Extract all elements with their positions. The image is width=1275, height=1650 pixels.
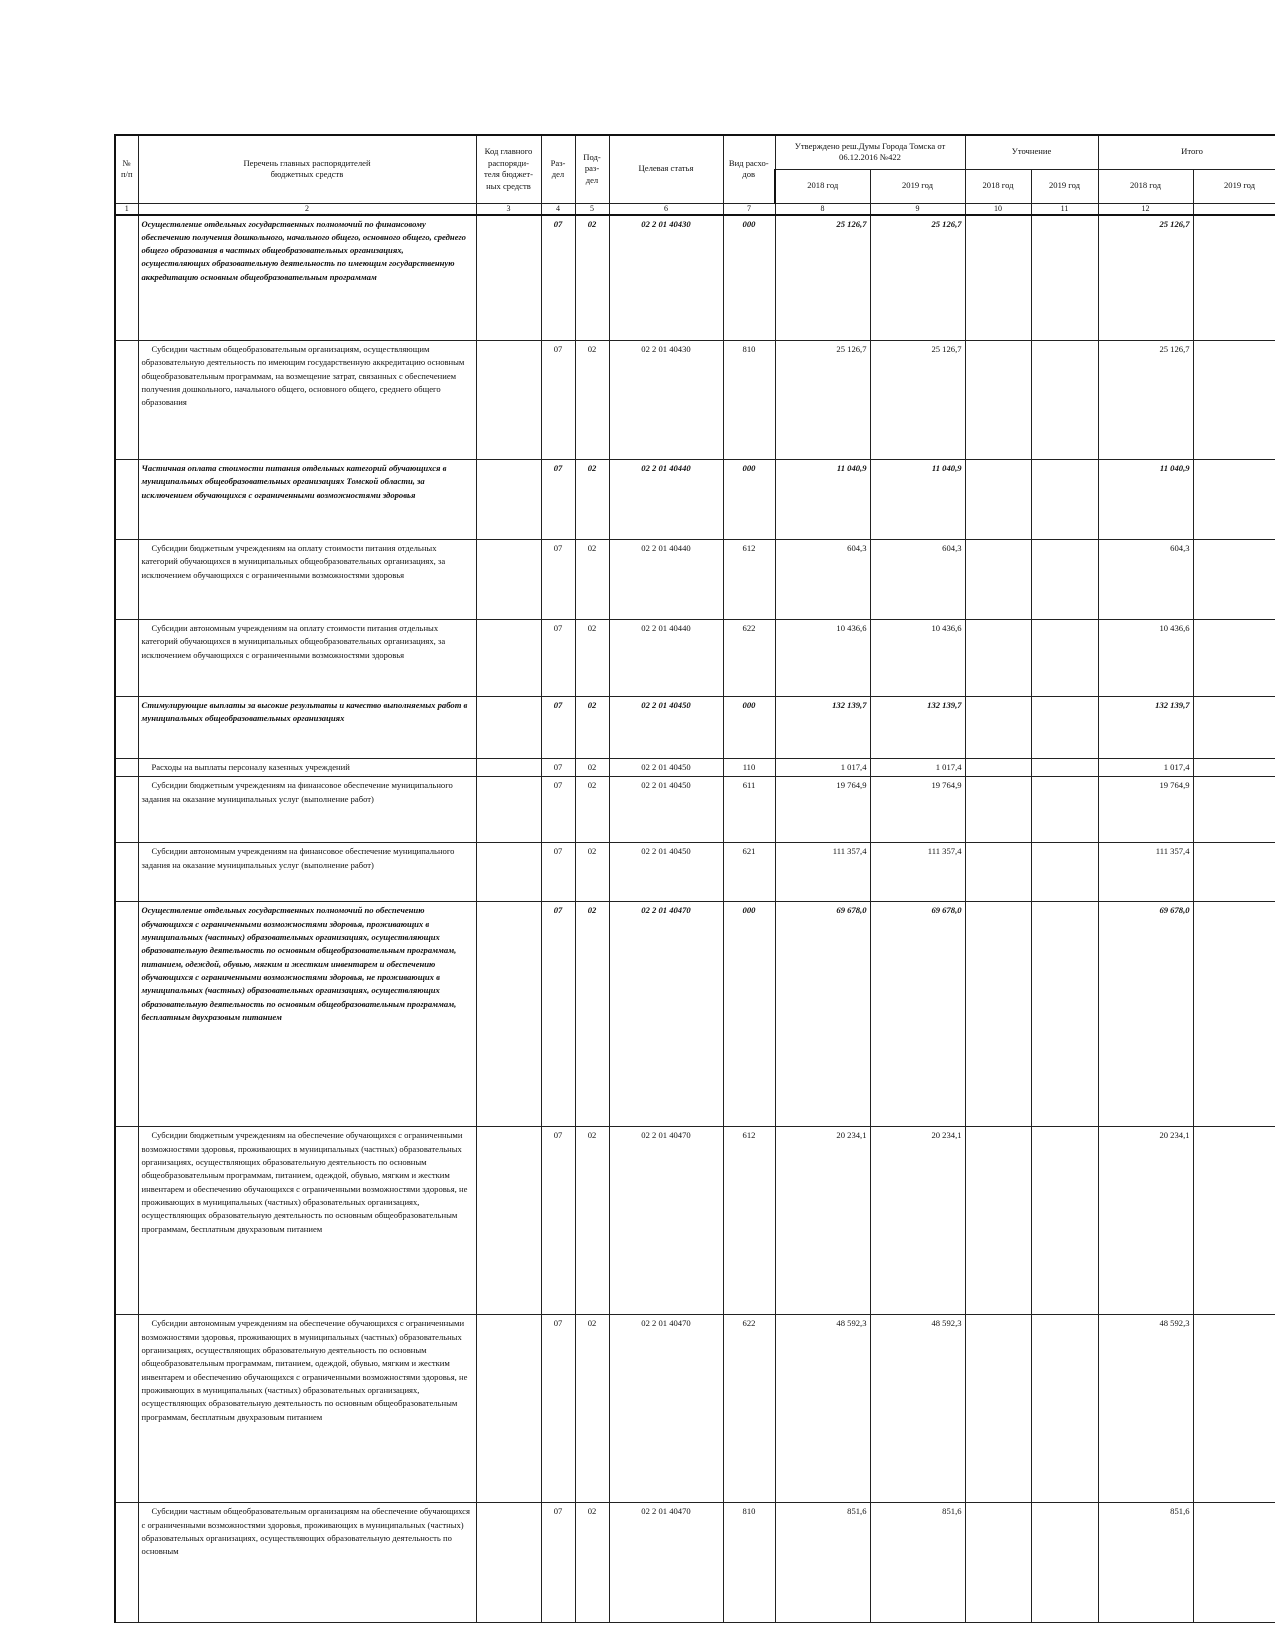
row-approved-2018: 604,3: [775, 540, 870, 620]
row-podrazdel: 02: [575, 759, 609, 777]
row-utochnenie-2018: [965, 902, 1031, 1127]
row-utochnenie-2019: [1031, 215, 1098, 341]
col-number: 12: [1098, 203, 1193, 215]
header-itogo: Итого: [1098, 135, 1275, 169]
row-razdel: 07: [541, 843, 575, 902]
row-code-main: [476, 1503, 541, 1623]
row-vid: 622: [723, 1315, 775, 1503]
row-itogo-2018: 1 017,4: [1098, 759, 1193, 777]
row-razdel: 07: [541, 1127, 575, 1315]
row-itogo-2019: [1193, 902, 1275, 1127]
header-razdel: Раз- дел: [541, 135, 575, 203]
row-itogo-2018: 48 592,3: [1098, 1315, 1193, 1503]
row-description: Субсидии бюджетным учреждениям на финансовое обеспечение муниципального задания на оказание муниципальных услуг (выполнение работ): [138, 777, 476, 843]
row-itogo-2018: 111 357,4: [1098, 843, 1193, 902]
row-itogo-2019: [1193, 759, 1275, 777]
table-row-group: [115, 902, 1275, 1127]
col-number: 9: [870, 203, 965, 215]
row-code-main: [476, 843, 541, 902]
row-num: [115, 620, 138, 697]
row-utochnenie-2018: [965, 540, 1031, 620]
row-utochnenie-2019: [1031, 460, 1098, 540]
row-itogo-2018: 69 678,0: [1098, 902, 1193, 1127]
col-number: 7: [723, 203, 775, 215]
header-approved: Утверждено реш.Думы Города Томска от 06.12.2016 №422: [775, 135, 965, 169]
row-utochnenie-2018: [965, 620, 1031, 697]
header-target: Целевая статья: [609, 135, 723, 203]
row-utochnenie-2019: [1031, 1315, 1098, 1503]
row-description: Расходы на выплаты персоналу казенных учреждений: [138, 759, 476, 777]
row-approved-2018: 69 678,0: [775, 902, 870, 1127]
row-num: [115, 777, 138, 843]
row-podrazdel: 02: [575, 460, 609, 540]
row-code-main: [476, 540, 541, 620]
row-utochnenie-2018: [965, 1315, 1031, 1503]
row-vid: 611: [723, 777, 775, 843]
row-utochnenie-2018: [965, 759, 1031, 777]
row-approved-2019: 19 764,9: [870, 777, 965, 843]
row-utochnenie-2018: [965, 843, 1031, 902]
row-itogo-2018: 11 040,9: [1098, 460, 1193, 540]
row-approved-2019: 604,3: [870, 540, 965, 620]
row-podrazdel: 02: [575, 1315, 609, 1503]
row-podrazdel: 02: [575, 697, 609, 759]
row-razdel: 07: [541, 902, 575, 1127]
row-vid: 000: [723, 697, 775, 759]
row-num: [115, 1127, 138, 1315]
row-podrazdel: 02: [575, 341, 609, 460]
row-description: Частичная оплата стоимости питания отдельных категорий обучающихся в муниципальных общеобразовательных организациях Томской области, за исключением обучающихся с ограниченными возможностями здоровья: [138, 460, 476, 540]
table-row: [115, 759, 1275, 777]
row-utochnenie-2018: [965, 777, 1031, 843]
row-itogo-2019: [1193, 341, 1275, 460]
table-row-group: [115, 697, 1275, 759]
row-itogo-2019: [1193, 620, 1275, 697]
header-approved-2019: 2019 год: [870, 169, 965, 203]
row-description: Субсидии автономным учреждениям на оплату стоимости питания отдельных категорий обучающихся в муниципальных общеобразовательных организациях, за исключением обучающихся с ограниченными возможностями здоровья: [138, 620, 476, 697]
col-number: 3: [476, 203, 541, 215]
table-row: [115, 341, 1275, 460]
row-code-main: [476, 460, 541, 540]
row-num: [115, 341, 138, 460]
table-row-group: [115, 460, 1275, 540]
row-razdel: 07: [541, 777, 575, 843]
row-vid: 622: [723, 620, 775, 697]
row-approved-2018: 48 592,3: [775, 1315, 870, 1503]
row-num: [115, 215, 138, 341]
row-podrazdel: 02: [575, 843, 609, 902]
row-code-main: [476, 215, 541, 341]
row-itogo-2018: 20 234,1: [1098, 1127, 1193, 1315]
row-razdel: 07: [541, 697, 575, 759]
row-utochnenie-2019: [1031, 1127, 1098, 1315]
row-utochnenie-2019: [1031, 697, 1098, 759]
col-number: [1193, 203, 1275, 215]
row-description: Субсидии частным общеобразовательным организациям на обеспечение обучающихся с ограниченными возможностями здоровья, проживающих в муниципальных (частных) образовательных организациях, осуществляющих образовательную деятельность по основным: [138, 1503, 476, 1623]
table-row: [115, 1315, 1275, 1503]
row-approved-2019: 111 357,4: [870, 843, 965, 902]
row-approved-2019: 25 126,7: [870, 215, 965, 341]
row-approved-2018: 132 139,7: [775, 697, 870, 759]
row-podrazdel: 02: [575, 540, 609, 620]
row-itogo-2019: [1193, 460, 1275, 540]
row-approved-2018: 111 357,4: [775, 843, 870, 902]
row-approved-2019: 69 678,0: [870, 902, 965, 1127]
row-code-main: [476, 759, 541, 777]
row-target-article: 02 2 01 40470: [609, 1315, 723, 1503]
row-approved-2018: 11 040,9: [775, 460, 870, 540]
row-target-article: 02 2 01 40450: [609, 697, 723, 759]
row-utochnenie-2018: [965, 1503, 1031, 1623]
row-num: [115, 843, 138, 902]
row-approved-2019: 1 017,4: [870, 759, 965, 777]
row-itogo-2018: 851,6: [1098, 1503, 1193, 1623]
row-code-main: [476, 1315, 541, 1503]
row-num: [115, 540, 138, 620]
row-approved-2019: 20 234,1: [870, 1127, 965, 1315]
row-description: Субсидии частным общеобразовательным организациям, осуществляющим образовательную деятельность по имеющим государственную аккредитацию основным общеобразовательным программам, на возмещение затрат, связанных с обеспечением получения дошкольного, начального общего, основного общего, среднего общего образования: [138, 341, 476, 460]
row-target-article: 02 2 01 40450: [609, 759, 723, 777]
row-itogo-2019: [1193, 843, 1275, 902]
row-razdel: 07: [541, 1503, 575, 1623]
header-vid: Вид расхо- дов: [723, 135, 775, 203]
row-approved-2018: 851,6: [775, 1503, 870, 1623]
row-target-article: 02 2 01 40430: [609, 341, 723, 460]
row-approved-2019: 851,6: [870, 1503, 965, 1623]
row-razdel: 07: [541, 540, 575, 620]
row-itogo-2019: [1193, 1127, 1275, 1315]
row-utochnenie-2018: [965, 215, 1031, 341]
row-target-article: 02 2 01 40450: [609, 777, 723, 843]
row-description: Субсидии автономным учреждениям на обеспечение обучающихся с ограниченными возможностями здоровья, проживающих в муниципальных (частных) образовательных организациях, осуществляющих образовательную деятельность по основным общеобразовательным программам, питанием, одеждой, обувью, мягким и жестким инвентарем и обеспечению обучающихся с ограниченными возможностями здоровья, не проживающих в муниципальных (частных) образовательных организациях, осуществляющих образовательную деятельность по основным общеобразовательным программам, бесплатным двухразовым питанием: [138, 1315, 476, 1503]
row-description: Субсидии автономным учреждениям на финансовое обеспечение муниципального задания на оказание муниципальных услуг (выполнение работ): [138, 843, 476, 902]
row-code-main: [476, 902, 541, 1127]
row-target-article: 02 2 01 40440: [609, 620, 723, 697]
row-target-article: 02 2 01 40440: [609, 460, 723, 540]
row-itogo-2018: 10 436,6: [1098, 620, 1193, 697]
row-approved-2018: 10 436,6: [775, 620, 870, 697]
row-vid: 612: [723, 1127, 775, 1315]
table-row: [115, 777, 1275, 843]
header-utochnenie-2018: 2018 год: [965, 169, 1031, 203]
header-itogo-2019: 2019 год: [1193, 169, 1275, 203]
table-row: [115, 1127, 1275, 1315]
row-code-main: [476, 1127, 541, 1315]
row-num: [115, 1315, 138, 1503]
row-itogo-2018: 19 764,9: [1098, 777, 1193, 843]
row-podrazdel: 02: [575, 215, 609, 341]
row-itogo-2018: 604,3: [1098, 540, 1193, 620]
header-podrazdel: Под- раз- дел: [575, 135, 609, 203]
row-num: [115, 1503, 138, 1623]
row-description: Субсидии бюджетным учреждениям на обеспечение обучающихся с ограниченными возможностями здоровья, проживающих в муниципальных (частных) образовательных организациях, осуществляющих образовательную деятельность по основным общеобразовательным программам, питанием, одеждой, обувью, мягким и жестким инвентарем и обеспечению обучающихся с ограниченными возможностями здоровья, не проживающих в муниципальных (частных) образовательных организациях, осуществляющих образовательную деятельность по основным общеобразовательным программам, бесплатным двухразовым питанием: [138, 1127, 476, 1315]
row-utochnenie-2019: [1031, 620, 1098, 697]
table-row: [115, 1503, 1275, 1623]
row-vid: 000: [723, 215, 775, 341]
row-num: [115, 460, 138, 540]
col-number: 1: [115, 203, 138, 215]
row-itogo-2019: [1193, 777, 1275, 843]
row-itogo-2019: [1193, 1503, 1275, 1623]
row-utochnenie-2019: [1031, 540, 1098, 620]
table-row: [115, 620, 1275, 697]
row-razdel: 07: [541, 759, 575, 777]
header-num: № п/п: [115, 135, 138, 203]
row-podrazdel: 02: [575, 902, 609, 1127]
row-approved-2018: 25 126,7: [775, 215, 870, 341]
row-target-article: 02 2 01 40470: [609, 1503, 723, 1623]
col-number: 10: [965, 203, 1031, 215]
row-utochnenie-2019: [1031, 843, 1098, 902]
row-itogo-2019: [1193, 215, 1275, 341]
row-target-article: 02 2 01 40470: [609, 1127, 723, 1315]
row-approved-2019: 10 436,6: [870, 620, 965, 697]
row-approved-2019: 11 040,9: [870, 460, 965, 540]
row-razdel: 07: [541, 215, 575, 341]
row-target-article: 02 2 01 40450: [609, 843, 723, 902]
row-utochnenie-2019: [1031, 902, 1098, 1127]
row-num: [115, 759, 138, 777]
row-vid: 612: [723, 540, 775, 620]
row-razdel: 07: [541, 1315, 575, 1503]
row-approved-2018: 19 764,9: [775, 777, 870, 843]
row-code-main: [476, 620, 541, 697]
table-row: [115, 540, 1275, 620]
row-vid: 000: [723, 902, 775, 1127]
table-row: [115, 843, 1275, 902]
row-description: Стимулирующие выплаты за высокие результаты и качество выполняемых работ в муниципальных общеобразовательных организациях: [138, 697, 476, 759]
row-itogo-2018: 132 139,7: [1098, 697, 1193, 759]
budget-table: [114, 134, 1275, 1623]
table-body: [115, 215, 1275, 1623]
header-approved-2018: 2018 год: [775, 169, 870, 203]
row-podrazdel: 02: [575, 1127, 609, 1315]
col-number: 6: [609, 203, 723, 215]
col-number: 5: [575, 203, 609, 215]
row-podrazdel: 02: [575, 777, 609, 843]
row-code-main: [476, 777, 541, 843]
header-utochnenie-2019: 2019 год: [1031, 169, 1098, 203]
row-razdel: 07: [541, 460, 575, 540]
row-utochnenie-2018: [965, 697, 1031, 759]
header-list: Перечень главных распорядителей бюджетных средств: [138, 135, 476, 203]
row-target-article: 02 2 01 40440: [609, 540, 723, 620]
row-vid: 110: [723, 759, 775, 777]
row-utochnenie-2019: [1031, 341, 1098, 460]
row-target-article: 02 2 01 40470: [609, 902, 723, 1127]
row-itogo-2019: [1193, 1315, 1275, 1503]
col-number: 11: [1031, 203, 1098, 215]
row-code-main: [476, 341, 541, 460]
row-itogo-2019: [1193, 697, 1275, 759]
row-approved-2018: 25 126,7: [775, 341, 870, 460]
row-approved-2019: 132 139,7: [870, 697, 965, 759]
header-code-main: Код главного распоряди- теля бюджет- ных средств: [476, 135, 541, 203]
row-approved-2019: 25 126,7: [870, 341, 965, 460]
header-utochnenie: Уточнение: [965, 135, 1098, 169]
row-description: Осуществление отдельных государственных полномочий по финансовому обеспечению получения дошкольного, начального общего, основного общего, среднего общего образования в частных общеобразовательных организациях, осуществляющих образовательную деятельность по имеющим государственную аккредитацию основным общеобразовательным программам: [138, 215, 476, 341]
row-approved-2019: 48 592,3: [870, 1315, 965, 1503]
row-code-main: [476, 697, 541, 759]
row-podrazdel: 02: [575, 620, 609, 697]
row-vid: 810: [723, 1503, 775, 1623]
row-razdel: 07: [541, 341, 575, 460]
row-vid: 000: [723, 460, 775, 540]
row-itogo-2018: 25 126,7: [1098, 215, 1193, 341]
row-description: Субсидии бюджетным учреждениям на оплату стоимости питания отдельных категорий обучающихся в муниципальных общеобразовательных организациях, за исключением обучающихся с ограниченными возможностями здоровья: [138, 540, 476, 620]
row-utochnenie-2019: [1031, 777, 1098, 843]
row-vid: 810: [723, 341, 775, 460]
col-number: 8: [775, 203, 870, 215]
row-utochnenie-2018: [965, 1127, 1031, 1315]
row-approved-2018: 20 234,1: [775, 1127, 870, 1315]
col-number: 2: [138, 203, 476, 215]
row-utochnenie-2019: [1031, 1503, 1098, 1623]
row-itogo-2019: [1193, 540, 1275, 620]
col-number: 4: [541, 203, 575, 215]
table-row-group: [115, 215, 1275, 341]
row-vid: 621: [723, 843, 775, 902]
row-utochnenie-2018: [965, 460, 1031, 540]
row-podrazdel: 02: [575, 1503, 609, 1623]
row-approved-2018: 1 017,4: [775, 759, 870, 777]
row-itogo-2018: 25 126,7: [1098, 341, 1193, 460]
row-utochnenie-2019: [1031, 759, 1098, 777]
row-description: Осуществление отдельных государственных полномочий по обеспечению обучающихся с ограниченными возможностями здоровья, проживающих в муниципальных (частных) образовательных организациях, осуществляющих образовательную деятельность по основным общеобразовательным программам, питанием, одеждой, обувью, мягким и жестким инвентарем и обеспечению обучающихся с ограниченными возможностями здоровья, не проживающих в муниципальных (частных) образовательных организациях, осуществляющих образовательную деятельность по основным общеобразовательным программам, бесплатным двухразовым питанием: [138, 902, 476, 1127]
header-itogo-2018: 2018 год: [1098, 169, 1193, 203]
row-num: [115, 902, 138, 1127]
row-num: [115, 697, 138, 759]
row-utochnenie-2018: [965, 341, 1031, 460]
row-target-article: 02 2 01 40430: [609, 215, 723, 341]
row-razdel: 07: [541, 620, 575, 697]
